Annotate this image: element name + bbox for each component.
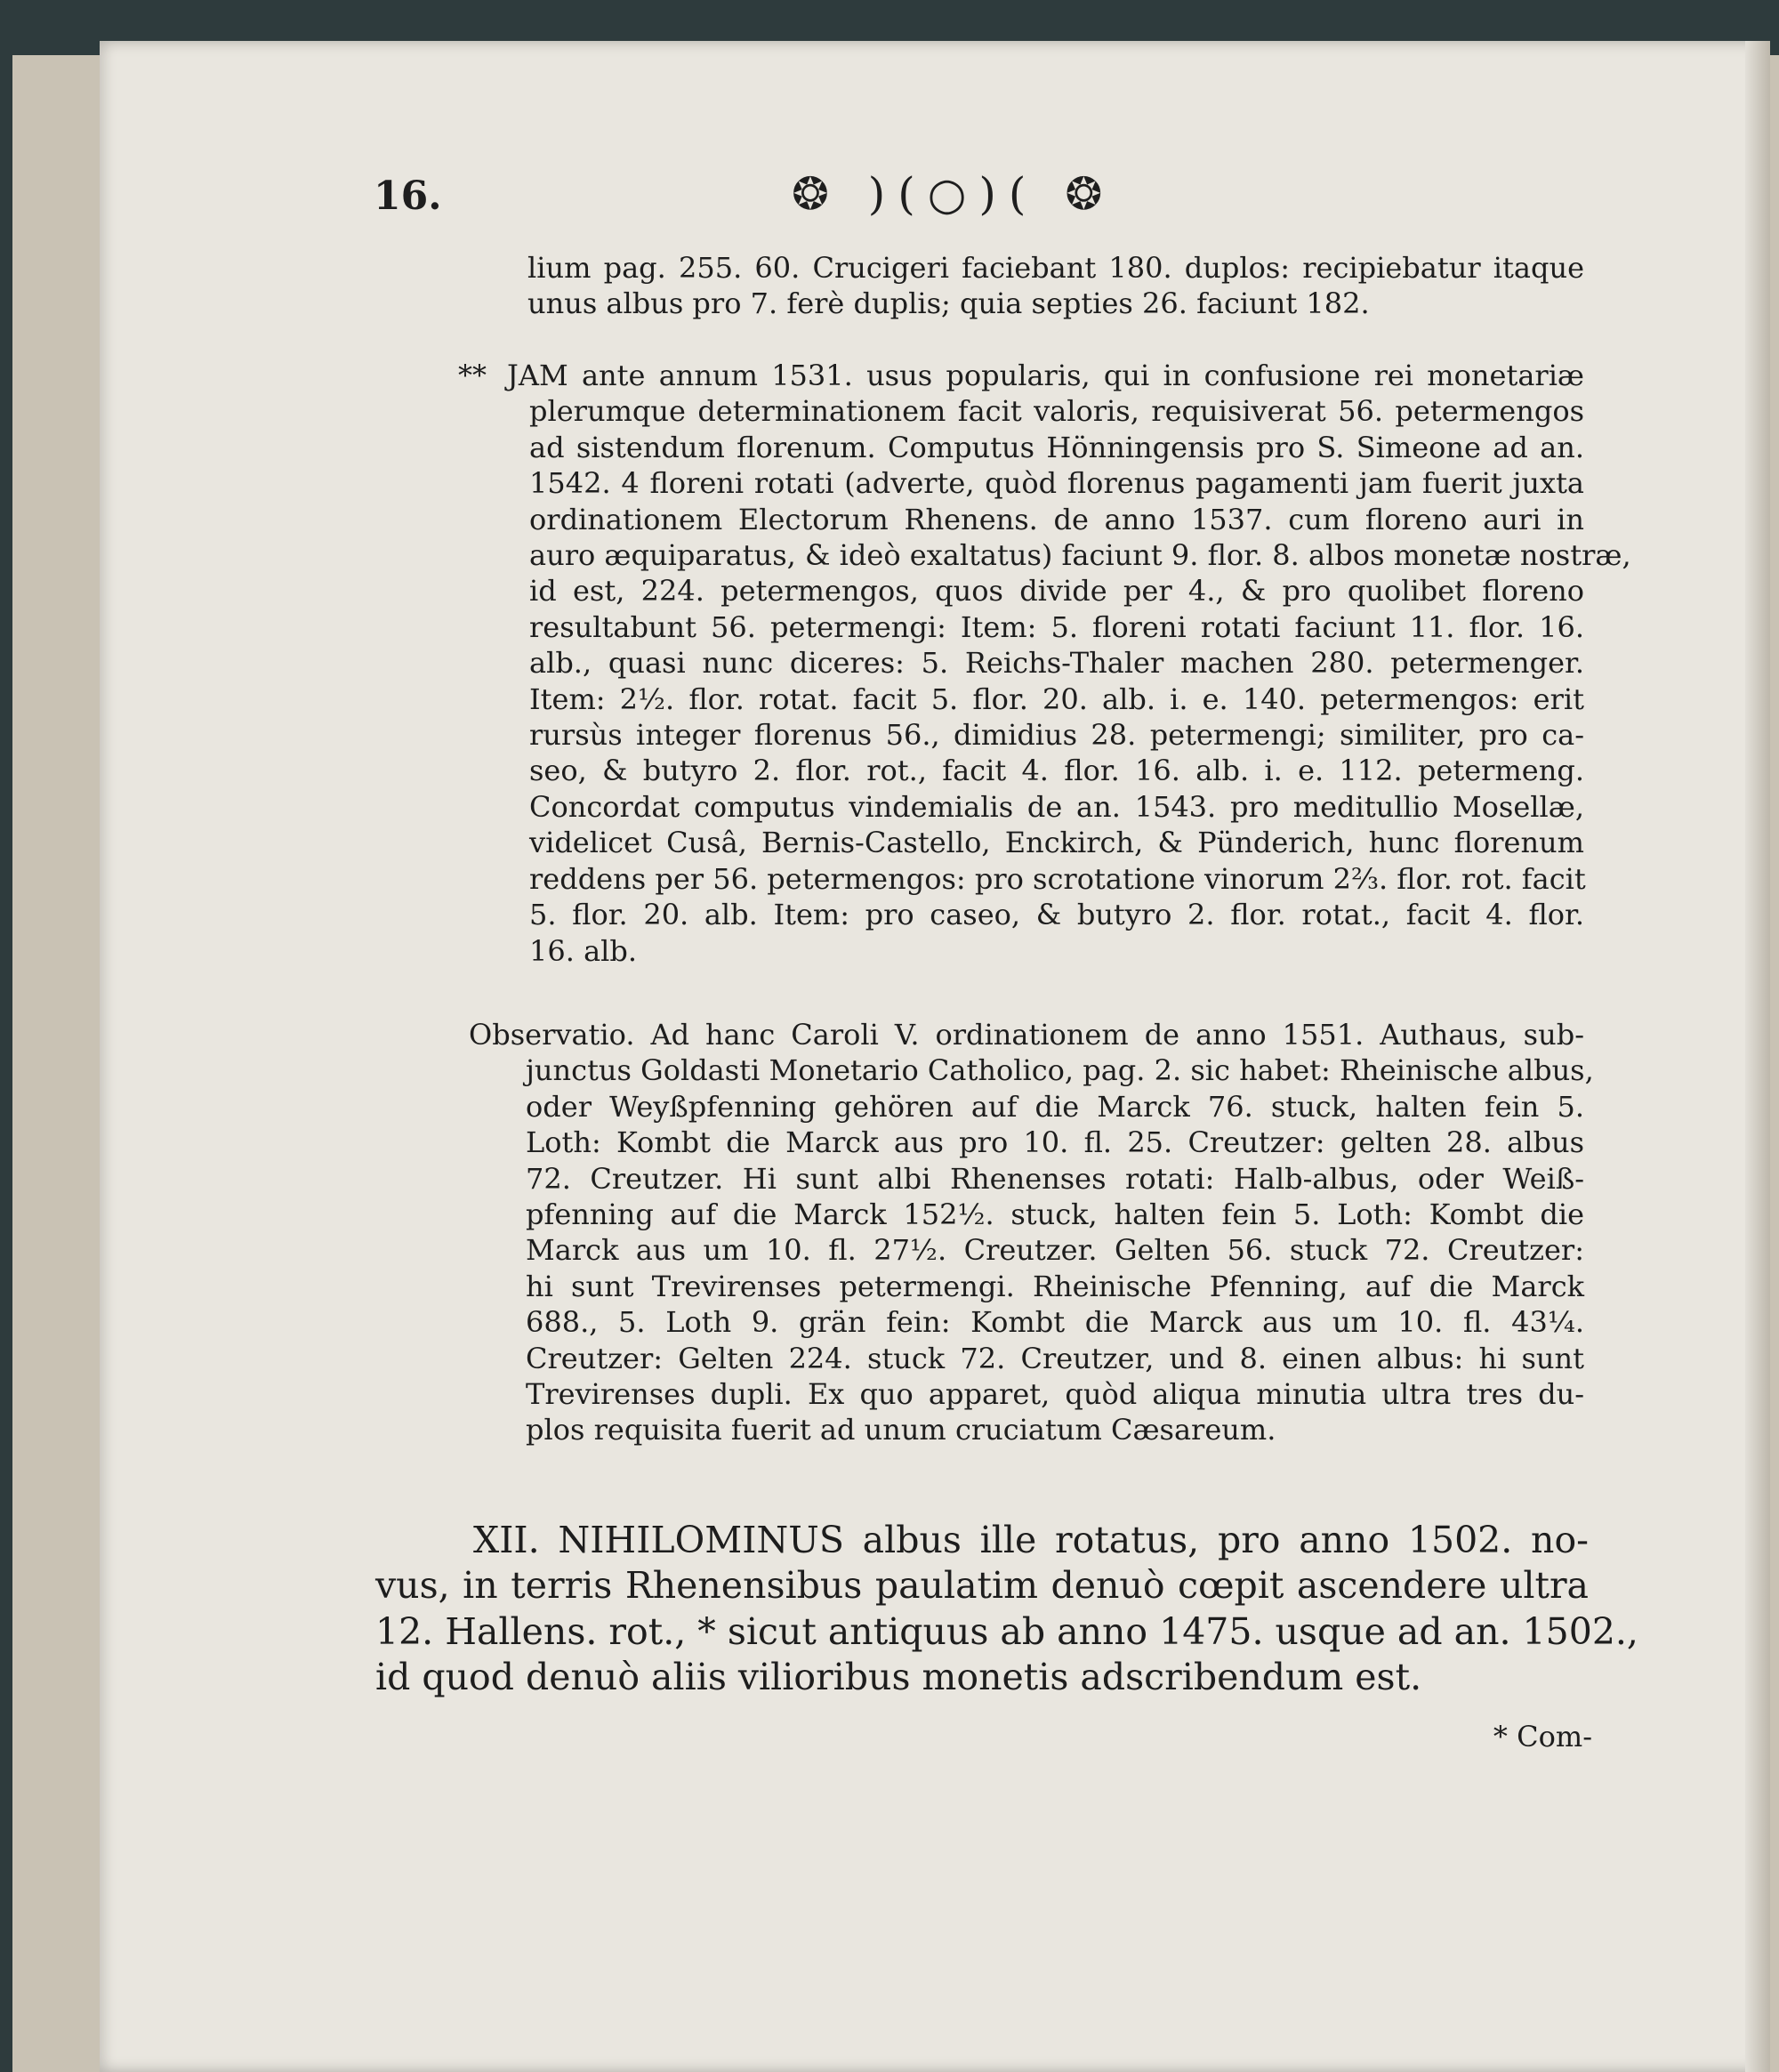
text-line: Item: 2½. flor. rotat. facit 5. flor. 20. alb. i. e. 140. petermengos: erit xyxy=(529,681,1584,716)
header-ornament: ❂ )(○)( ❂ xyxy=(792,168,1115,220)
text-line: Creutzer: Gelten 224. stuck 72. Creutzer, und 8. einen albus: hi sunt xyxy=(526,1341,1584,1375)
text-line: XII. NIHILOMINUS albus ille rotatus, pro anno 1502. no- xyxy=(473,1519,1589,1561)
page-header xyxy=(374,168,1619,227)
text-line: lium pag. 255. 60. Crucigeri faciebant 180. duplos: recipiebatur itaque xyxy=(527,251,1584,285)
text-line: Observatio. Ad hanc Caroli V. ordinationem de anno 1551. Authaus, sub- xyxy=(469,1018,1584,1052)
footnote-marker: ** xyxy=(458,359,487,392)
section-xii-text xyxy=(375,1518,1638,1700)
text-line: auro æquiparatus, & ideò exaltatus) faciunt 9. flor. 8. albos monetæ nostræ, xyxy=(529,538,1631,573)
observatio-text xyxy=(469,1017,1594,1448)
text-line: vus, in terris Rhenensibus paulatim denuò cœpit ascendere ultra xyxy=(375,1564,1589,1608)
text-line: Marck aus um 10. fl. 27½. Creutzer. Gelten 56. stuck 72. Creutzer: xyxy=(526,1233,1584,1268)
text-line: plos requisita fuerit ad unum cruciatum Cæsareum. xyxy=(526,1413,1276,1447)
text-line: 16. alb. xyxy=(529,933,638,968)
text-line: Concordat computus vindemialis de an. 1543. pro meditullio Mosellæ, xyxy=(529,789,1584,824)
text-line: 1542. 4 floreni rotati (adverte, quòd florenus pagamenti jam fuerit juxta xyxy=(529,466,1584,501)
text-line: junctus Goldasti Monetario Catholico, pag. 2. sic habet: Rheinische albus, xyxy=(526,1053,1594,1088)
text-line: resultabunt 56. petermengi: Item: 5. floreni rotati faciunt 11. flor. 16. xyxy=(529,609,1584,644)
catchword: * Com- xyxy=(1493,1720,1592,1754)
text-line: ad sistendum florenum. Computus Hönningensis pro S. Simeone ad an. xyxy=(529,430,1584,464)
text-line: id quod denuò aliis vilioribus monetis adscribendum est. xyxy=(375,1655,1422,1698)
text-line: JAM ante annum 1531. usus popularis, qui in confusione rei monetariæ xyxy=(507,359,1584,392)
text-line: Loth: Kombt die Marck aus pro 10. fl. 25. Creutzer: gelten 28. albus xyxy=(526,1125,1584,1160)
text-line: 72. Creutzer. Hi sunt albi Rhenenses rotati: Halb-albus, oder Weiß- xyxy=(526,1161,1584,1196)
text-line: oder Weyßpfenning gehören auf die Marck 76. stuck, halten fein 5. xyxy=(526,1089,1584,1124)
page-edge xyxy=(1745,41,1770,2072)
text-line: seo, & butyro 2. flor. rot., facit 4. flor. 16. alb. i. e. 112. petermeng. xyxy=(529,754,1584,788)
page-number: 16. xyxy=(374,173,442,219)
text-line: id est, 224. petermengos, quos divide per 4., & pro quolibet floreno xyxy=(529,574,1584,609)
text-line: plerumque determinationem facit valoris, requisiverat 56. petermengos xyxy=(529,394,1584,429)
text-line: 12. Hallens. rot., * sicut antiquus ab anno 1475. usque ad an. 1502., xyxy=(375,1609,1638,1653)
text-line: Trevirenses dupli. Ex quo apparet, quòd aliqua minutia ultra tres du- xyxy=(526,1377,1584,1412)
text-line: 5. flor. 20. alb. Item: pro caseo, & butyro 2. flor. rotat., facit 4. flor. xyxy=(529,898,1584,932)
text-line: unus albus pro 7. ferè duplis; quia septies 26. faciunt 182. xyxy=(527,286,1370,321)
text-line: hi sunt Trevirenses petermengi. Rheinische Pfenning, auf die Marck xyxy=(526,1269,1584,1303)
text-line: reddens per 56. petermengos: pro scrotatione vinorum 2⅔. flor. rot. facit xyxy=(529,861,1586,896)
continuation-text xyxy=(527,250,1584,322)
text-line: ordinationem Electorum Rhenens. de anno 1537. cum floreno auri in xyxy=(529,502,1584,536)
text-line: videlicet Cusâ, Bernis-Castello, Enckirch, & Pünderich, hunc florenum xyxy=(529,826,1584,860)
text-line: rursùs integer florenus 56., dimidius 28. petermengi; similiter, pro ca- xyxy=(529,718,1584,753)
footnote-text xyxy=(507,358,1631,969)
text-line: alb., quasi nunc diceres: 5. Reichs-Thaler machen 280. petermenger. xyxy=(529,646,1584,681)
text-line: 688., 5. Loth 9. grän fein: Kombt die Marck aus um 10. fl. 43¼. xyxy=(526,1305,1584,1340)
text-line: pfenning auf die Marck 152½. stuck, halten fein 5. Loth: Kombt die xyxy=(526,1197,1584,1232)
